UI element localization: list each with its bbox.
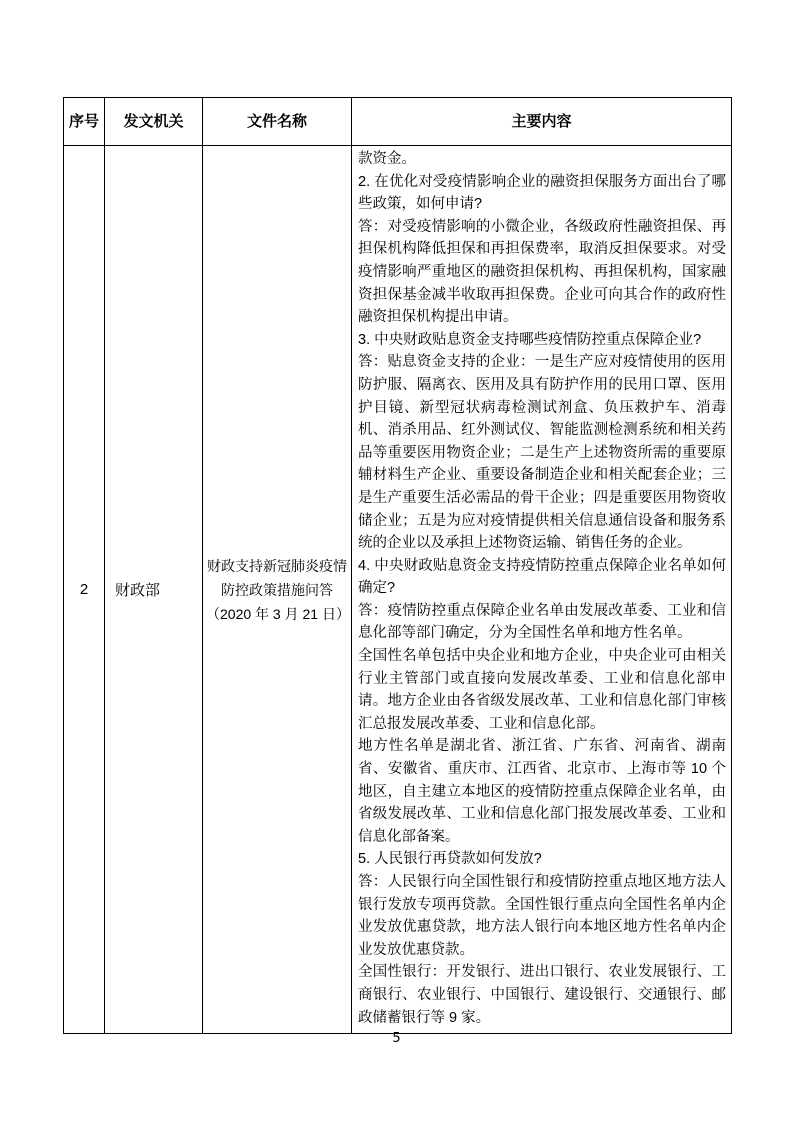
header-serial-number: 序号 <box>64 98 105 146</box>
content-paragraph: 答：人民银行向全国性银行和疫情防控重点地区地方法人银行发放专项再贷款。全国性银行重点向全国性名单内企业发放优惠贷款，地方法人银行向本地区地方性名单内企业发放优惠贷款。 <box>358 874 726 958</box>
content-paragraph: 5. 人民银行再贷款如何发放? <box>358 851 542 868</box>
table-header-row <box>64 98 732 146</box>
content-paragraph: 3. 中央财政贴息资金支持哪些疫情防控重点保障企业? <box>358 331 702 348</box>
content-paragraph: 款资金。 <box>358 151 416 167</box>
header-main-content: 主要内容 <box>352 98 732 146</box>
page-number: 5 <box>392 1031 401 1046</box>
content-paragraph: 全国性银行：开发银行、进出口银行、农业发展银行、工商银行、农业银行、中国银行、建设银行、交通银行、邮政储蓄银行等 9 家。 <box>358 964 726 1026</box>
main-content-cell <box>352 146 732 1034</box>
content-paragraph: 答：对受疫情影响的小微企业，各级政府性融资担保、再担保机构降低担保和再担保费率，取消反担保要求。对受疫情影响严重地区的融资担保机构、再担保机构，国家融资担保基金减半收取再担保费。企业可向其合作的政府性融资担保机构提出申请。 <box>358 218 726 326</box>
content-paragraph: 2. 在优化对受疫情影响企业的融资担保服务方面出台了哪些政策，如何申请? <box>358 173 726 213</box>
content-paragraph: 全国性名单包括中央企业和地方企业，中央企业可由相关行业主管部门或直接向发展改革委、工业和信息化部申请。地方企业由各省级发展改革、工业和信息化部门审核汇总报发展改革委、工业和信息化部。 <box>358 648 726 732</box>
content-paragraph: 4. 中央财政贴息资金支持疫情防控重点保障企业名单如何确定? <box>358 557 726 597</box>
content-paragraph: 地方性名单是湖北省、浙江省、广东省、河南省、湖南省、安徽省、重庆市、江西省、北京市、上海市等 10 个地区，自主建立本地区的疫情防控重点保障企业名单，由省级发展改革、工业和信息化部门报发展改革委、工业和信息化部备案。 <box>358 738 726 845</box>
document-date: （2020 年 3 月 21 日） <box>206 605 350 622</box>
content-paragraph: 答：贴息资金支持的企业：一是生产应对疫情使用的医用防护服、隔离衣、医用及具有防护作用的民用口罩、医用护目镜、新型冠状病毒检测试剂盒、负压救护车、消毒机、消杀用品、红外测试仪、智能监测检测系统和相关药品等重要医用物资企业；二是生产上述物资所需的重要原辅材料生产企业、重要设备制造企业和相关配套企业；三是生产重要生活必需品的骨干企业；四是重要医用物资收储企业；五是为应对疫情提供相关信息通信设备和服务系统的企业以及承担上述物资运输、销售任务的企业。 <box>358 354 726 552</box>
content-paragraph: 答：疫情防控重点保障企业名单由发展改革委、工业和信息化部等部门确定，分为全国性名单和地方性名单。 <box>358 602 726 642</box>
header-document-name: 文件名称 <box>203 98 352 146</box>
document-name-cell <box>203 146 352 1034</box>
document-title: 财政支持新冠肺炎疫情防控政策措施问答 <box>207 557 347 598</box>
table-row <box>64 146 732 1034</box>
serial-number-cell: 2 <box>64 146 105 1034</box>
issuing-agency-cell: 财政部 <box>105 146 203 1034</box>
policy-document-table <box>63 97 732 1034</box>
content-paragraphs <box>358 148 726 1029</box>
header-issuing-agency: 发文机关 <box>105 98 203 146</box>
